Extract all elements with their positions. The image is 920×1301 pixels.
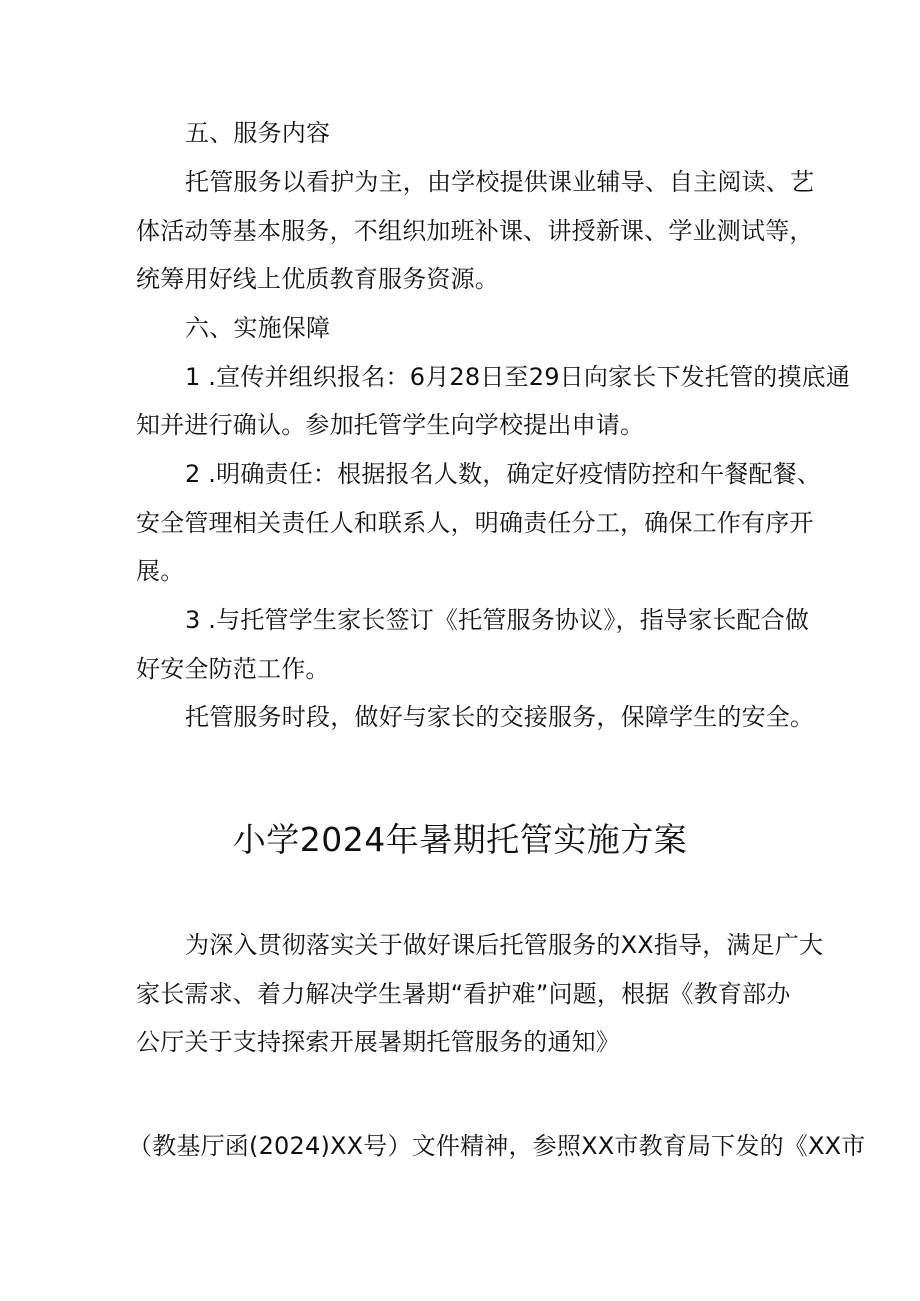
- item-2-line-3: 展。: [136, 557, 185, 585]
- item-2-line-1: 2 .明确责任：根据报名人数，确定好疫情防控和午餐配餐、: [185, 460, 822, 488]
- document-title: 小学2024年暑期托管实施方案: [232, 820, 688, 859]
- service-content-line-2: 体活动等基本服务，不组织加班补课、讲授新课、学业测试等，: [136, 217, 814, 245]
- intro-line-2: 家长需求、着力解决学生暑期“看护难”问题，根据《教育部办: [136, 980, 791, 1008]
- intro-continued-line: （教基厅函(2024)XX号）文件精神，参照XX市教育局下发的《XX市: [128, 1132, 866, 1160]
- closing-sentence: 托管服务时段，做好与家长的交接服务，保障学生的安全。: [185, 703, 815, 731]
- item-2-line-2: 安全管理相关责任人和联系人，明确责任分工，确保工作有序开: [136, 509, 814, 537]
- intro-line-3: 公厅关于支持探索开展暑期托管服务的通知》: [136, 1028, 620, 1056]
- section-heading-service-content: 五、服务内容: [185, 119, 331, 147]
- item-3-line-2: 好安全防范工作。: [136, 655, 330, 683]
- item-3-line-1: 3 .与托管学生家长签订《托管服务协议》，指导家长配合做: [185, 606, 810, 634]
- service-content-line-1: 托管服务以看护为主，由学校提供课业辅导、自主阅读、艺: [185, 168, 815, 196]
- service-content-line-3: 统筹用好线上优质教育服务资源。: [136, 265, 499, 293]
- section-heading-implementation: 六、实施保障: [185, 314, 331, 342]
- item-1-line-1: 1 .宣传并组织报名：6月28日至29日向家长下发托管的摸底通: [185, 363, 851, 391]
- intro-line-1: 为深入贯彻落实关于做好课后托管服务的XX指导，满足广大: [185, 931, 824, 959]
- item-1-line-2: 知并进行确认。参加托管学生向学校提出申请。: [136, 411, 645, 439]
